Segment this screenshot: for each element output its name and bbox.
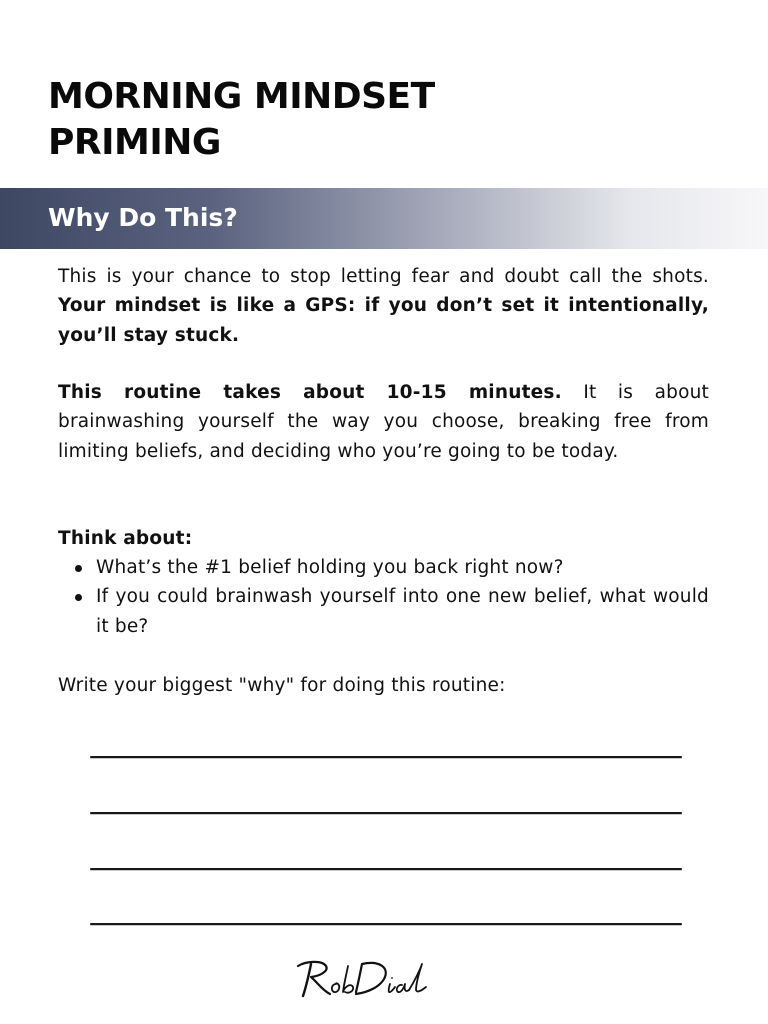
- think-about-list: [58, 553, 709, 641]
- page-title-line-1: MORNING MINDSET: [48, 76, 435, 117]
- list-item: [58, 582, 709, 641]
- writing-line[interactable]: [90, 868, 682, 870]
- bullet-icon: [75, 594, 82, 601]
- writing-line[interactable]: [90, 923, 682, 925]
- intro-paragraph: [58, 262, 709, 350]
- page-title: [48, 74, 688, 166]
- list-item: [58, 553, 709, 582]
- routine-emphasis: This routine takes about 10-15 minutes.: [58, 382, 562, 403]
- think-about-heading: Think about:: [58, 528, 193, 549]
- writing-line[interactable]: [90, 756, 682, 758]
- intro-emphasis: Your mindset is like a GPS: if you don’t set it intentionally, you’ll stay stuck.: [58, 295, 709, 346]
- routine-paragraph: [58, 378, 709, 466]
- bullet-icon: [75, 565, 82, 572]
- section-heading: Why Do This?: [48, 203, 238, 232]
- writing-prompt: Write your biggest "why" for doing this routine:: [58, 675, 506, 696]
- page-title-line-2: PRIMING: [48, 122, 221, 163]
- signature-logo: [292, 952, 442, 1006]
- routine-text: It is about brainwashing yourself the way you choose, breaking free from limiting beliefs, and deciding who you’re going to be today.: [58, 382, 709, 462]
- list-item-text: If you could brainwash yourself into one new belief, what would it be?: [96, 586, 709, 637]
- section-banner: [0, 188, 768, 249]
- intro-text: This is your chance to stop letting fear and doubt call the shots.: [58, 266, 709, 287]
- writing-line[interactable]: [90, 812, 682, 814]
- list-item-text: What’s the #1 belief holding you back right now?: [96, 557, 564, 578]
